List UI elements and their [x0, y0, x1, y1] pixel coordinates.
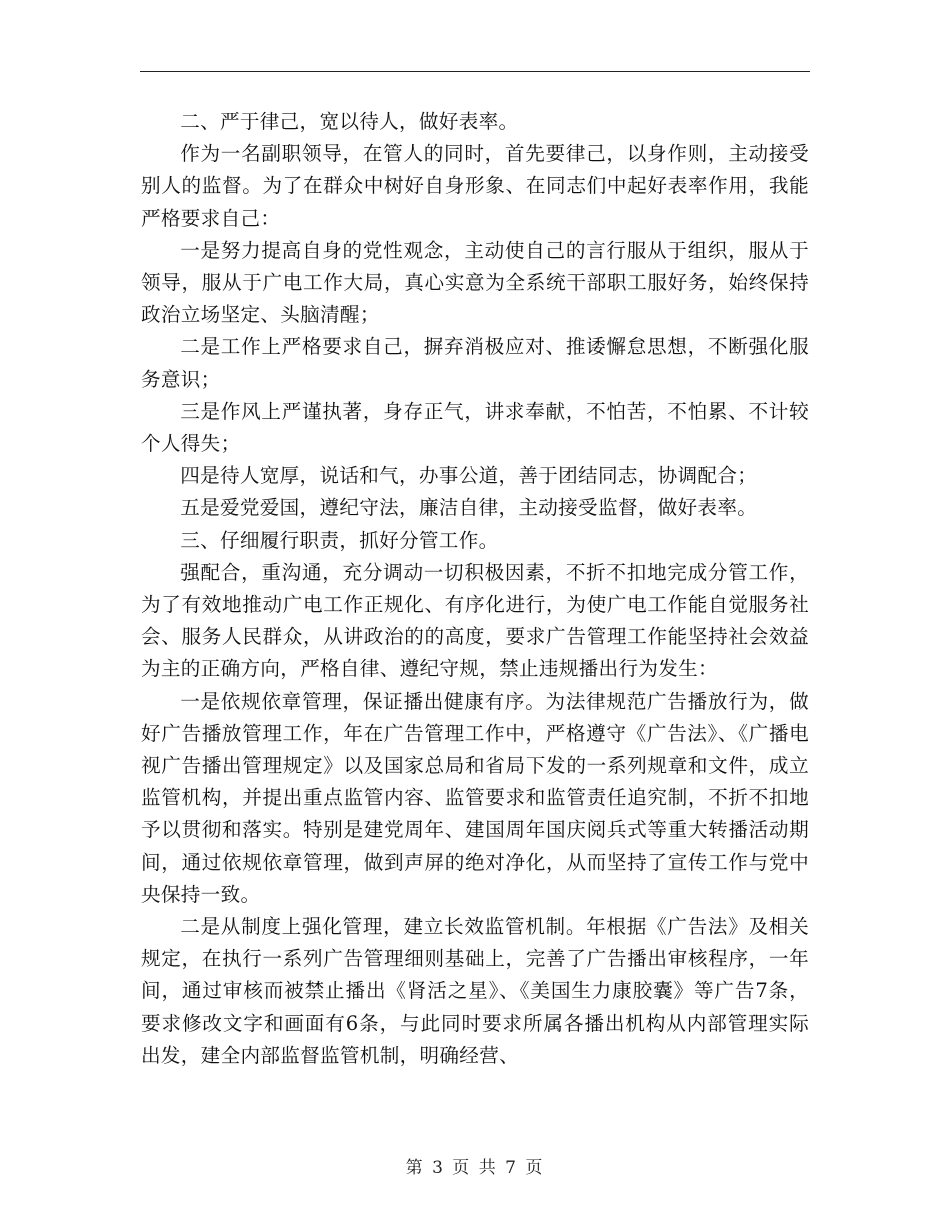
page-footer: 第 3 页 共 7 页: [405, 1158, 545, 1178]
paragraph: 作为一名副职领导，在管人的同时，首先要律己，以身作则，主动接受别人的监督。为了在群众中树好自身形象、在同志们中起好表率作用，我能严格要求自己：: [141, 142, 809, 230]
paragraph: 二是工作上严格要求自己，摒弃消极应对、推诿懈怠思想，不断强化服务意识；: [141, 335, 809, 391]
section-heading-3: 三、仔细履行职责，抓好分管工作。: [180, 528, 499, 552]
paragraph: 四是待人宽厚，说话和气，办事公道，善于团结同志，协调配合；: [180, 464, 758, 488]
document-body: [141, 106, 809, 1072]
paragraph: 二是从制度上强化管理，建立长效监管机制。年根据《广告法》及相关规定，在执行一系列广告管理细则基础上，完善了广告播出审核程序，一年间，通过审核而被禁止播出《肾活之星》、《美国生力康胶囊》等广告7条，要求修改文字和画面有6条，与此同时要求所属各播出机构从内部管理实际出发，建全内部监督监管机制，明确经营、: [141, 915, 809, 1067]
paragraph: 一是努力提高自身的党性观念，主动使自己的言行服从于组织，服从于领导，服从于广电工作大局，真心实意为全系统干部职工服好务，始终保持政治立场坚定、头脑清醒；: [141, 238, 809, 327]
paragraph: 五是爱党爱国，遵纪守法，廉洁自律，主动接受监督，做好表率。: [180, 496, 758, 520]
paragraph: 一是依规依章管理，保证播出健康有序。为法律规范广告播放行为，做好广告播放管理工作，年在广告管理工作中，严格遵守《广告法》、《广播电视广告播出管理规定》以及国家总局和省局下发的一系列规章和文件，成立监管机构，并提出重点监管内容、监管要求和监管责任追究制，不折不扣地予以贯彻和落实。特别是建党周年、建国周年国庆阅兵式等重大转播活动期间，通过依规依章管理，做到声屏的绝对净化，从而坚持了宣传工作与党中央保持一致。: [141, 689, 809, 906]
section-heading-2: 二、严于律己，宽以待人，做好表率。: [180, 110, 519, 133]
paragraph: 强配合，重沟通，充分调动一切积极因素，不折不扣地完成分管工作，为了有效地推动广电工作正规化、有序化进行，为使广电工作能自觉服务社会、服务人民群众，从讲政治的的高度，要求广告管理工作能坚持社会效益为主的正确方向，严格自律、遵纪守规，禁止违规播出行为发生：: [141, 560, 809, 681]
paragraph: 三是作风上严谨执著，身存正气，讲求奉献，不怕苦，不怕累、不计较个人得失；: [141, 399, 809, 456]
header-rule: [140, 71, 810, 72]
